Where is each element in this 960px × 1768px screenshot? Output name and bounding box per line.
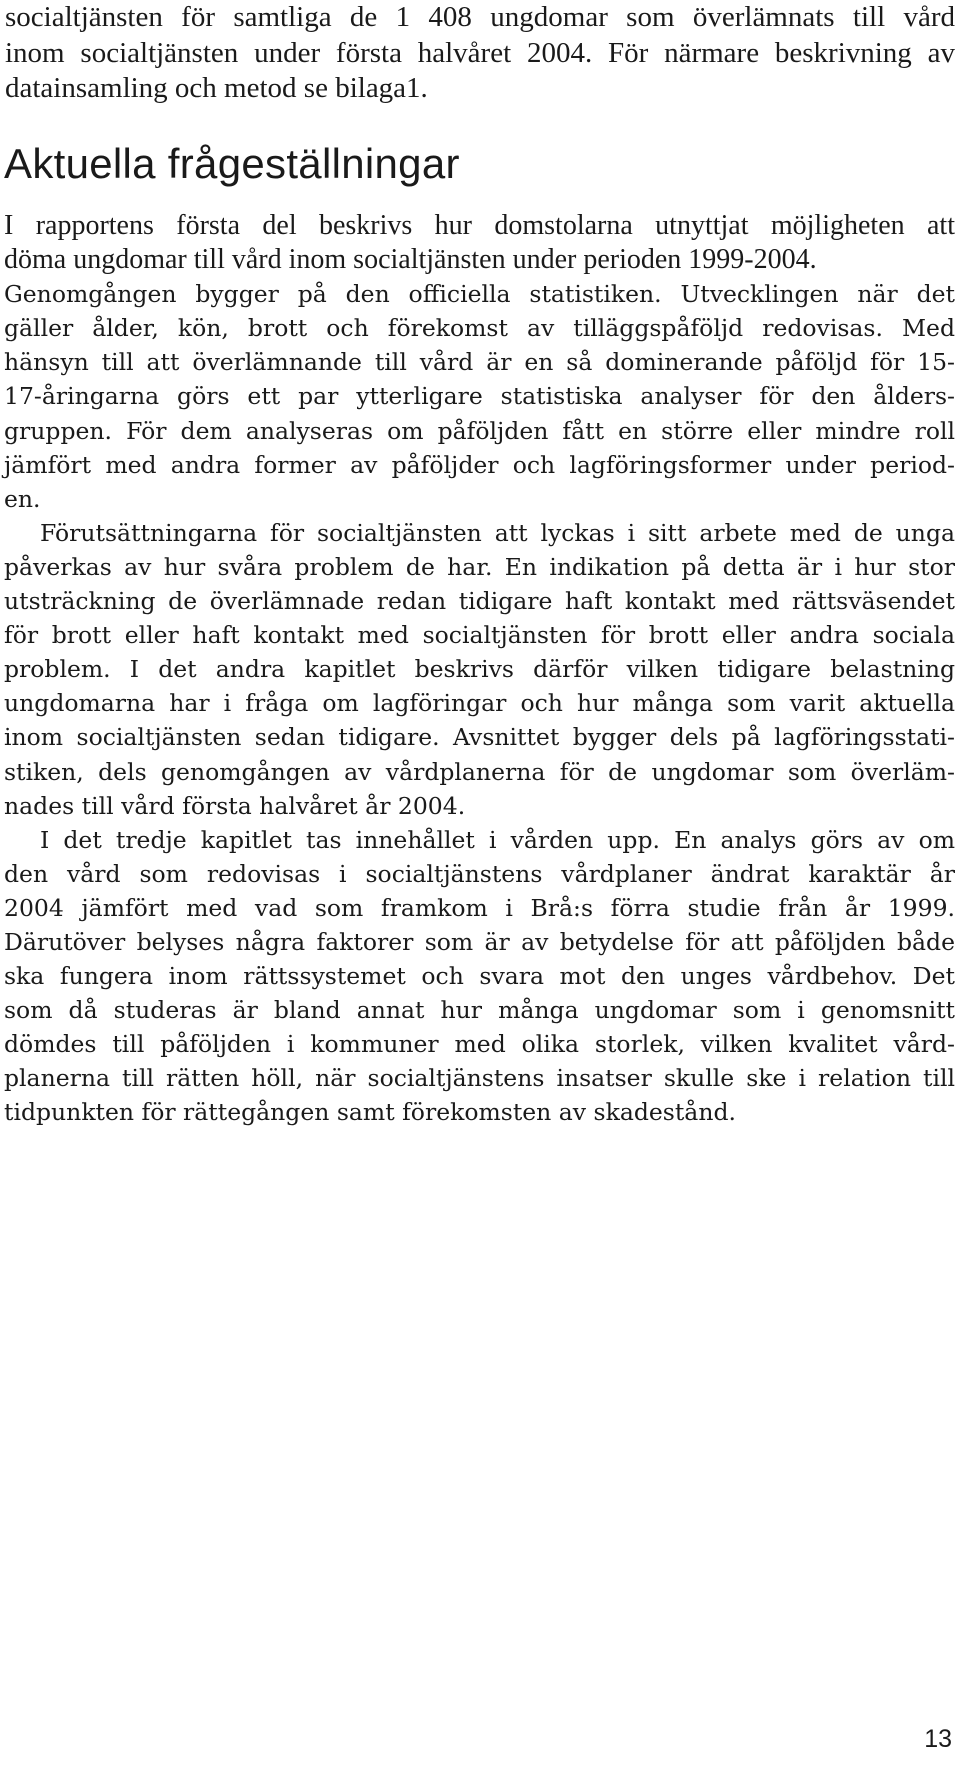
body-line: stiken, dels genomgången av vårdplanerna för de ungdomar som överläm- (4, 757, 955, 786)
body-line: en. (4, 484, 41, 513)
body-line: påverkas av hur svåra problem de har. En indikation på detta är i hur stor (4, 552, 955, 581)
body-line: problem. I det andra kapitlet beskrivs därför vilken tidigare belastning (4, 655, 955, 684)
body-line: hänsyn till att överlämnande till vård är en så dominerande påföljd för 15- (4, 348, 955, 377)
body-line: planerna till rätten höll, när socialtjänstens insatser skulle ske i relation till (4, 1064, 955, 1093)
body-line: ska fungera inom rättssystemet och svara mot den unges vårdbehov. Det (4, 962, 955, 991)
body-line: I det tredje kapitlet tas innehållet i vården upp. En analys görs av om (40, 825, 955, 854)
body-line: som då studeras är bland annat hur många ungdomar som i genomsnitt (4, 996, 955, 1025)
intro-line: datainsamling och metod se bilaga1. (5, 72, 428, 104)
body-line: nades till vård första halvåret år 2004. (4, 791, 466, 820)
section-heading: Aktuella frågeställningar (4, 140, 460, 187)
body-line: ungdomarna har i fråga om lagföringar och hur många som varit aktuella (4, 689, 955, 718)
section-body (4, 209, 955, 1130)
body-line: gruppen. För dem analyseras om påföljden fått en större eller mindre roll (4, 416, 955, 445)
body-line: utsträckning de överlämnade redan tidigare haft kontakt med rättsväsendet (4, 587, 955, 616)
body-line: inom socialtjänsten sedan tidigare. Avsnittet bygger dels på lagföringsstati- (4, 723, 955, 752)
body-line: Genomgången bygger på den officiella statistiken. Utvecklingen när det (4, 280, 955, 309)
page-number: 13 (924, 1725, 952, 1753)
body-line: Därutöver belyses några faktorer som är av betydelse för att påföljden både (4, 927, 955, 956)
body-line: jämfört med andra former av påföljder och lagföringsformer under period- (4, 450, 955, 479)
body-line: 2004 jämfört med vad som framkom i Brå:s förra studie från år 1999. (4, 893, 955, 922)
body-line: Förutsättningarna för socialtjänsten att lyckas i sitt arbete med de unga (40, 518, 955, 547)
intro-line: socialtjänsten för samtliga de 1 408 ungdomar som överlämnats till vård (5, 1, 955, 33)
intro-line: inom socialtjänsten under första halvåret 2004. För närmare beskrivning av (5, 36, 955, 69)
body-line: I rapportens första del beskrivs hur domstolarna utnyttjat möjligheten att (4, 210, 955, 241)
body-line: 17-åringarna görs ett par ytterligare statistiska analyser för den ålders- (4, 382, 955, 411)
body-line: tidpunkten för rättegången samt förekomsten av skadestånd. (4, 1098, 736, 1127)
body-line: för brott eller haft kontakt med socialtjänsten för brott eller andra sociala (4, 621, 955, 650)
body-line: den vård som redovisas i socialtjänstens vårdplaner ändrat karaktär år (4, 859, 955, 888)
intro-paragraph (5, 0, 955, 107)
body-line: dömdes till påföljden i kommuner med olika storlek, vilken kvalitet vård- (4, 1030, 955, 1059)
body-line: gäller ålder, kön, brott och förekomst av tilläggspåföljd redovisas. Med (4, 314, 955, 343)
body-line: döma ungdomar till vård inom socialtjänsten under perioden 1999-2004. (4, 244, 817, 276)
